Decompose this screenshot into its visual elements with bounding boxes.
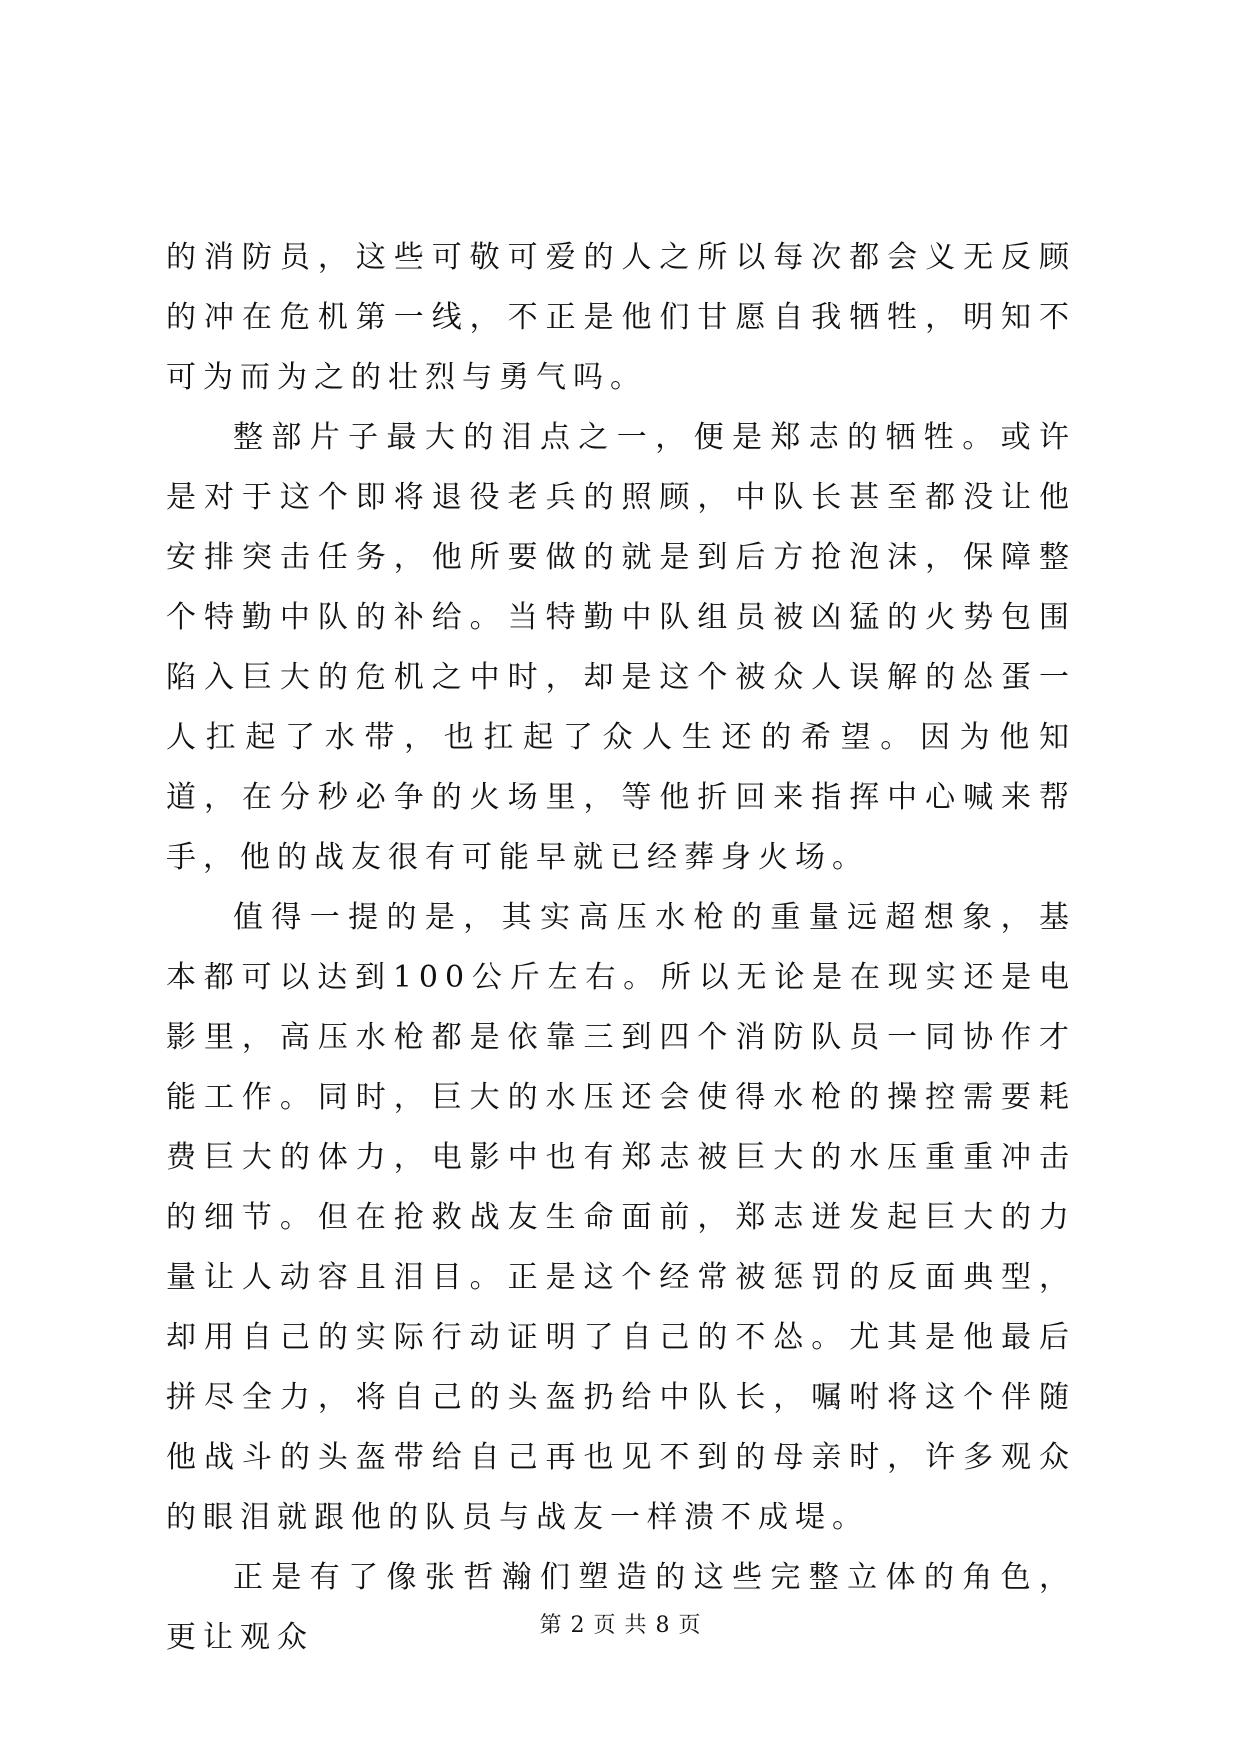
- paragraph-2: 整部片子最大的泪点之一，便是郑志的牺牲。或许是对于这个即将退役老兵的照顾，中队长甚至都没让他安排突击任务，他所要做的就是到后方抢泡沫，保障整个特勤中队的补给。当特勤中队组员被凶猛的火势包围陷入巨大的危机之中时，却是这个被众人误解的怂蛋一人扛起了水带，也扛起了众人生还的希望。因为他知道，在分秒必争的火场里，等他折回来指挥中心喊来帮手，他的战友很有可能早就已经葬身火场。: [166, 420, 1076, 875]
- paragraph-4: 正是有了像张哲瀚们塑造的这些完整立体的角色，更让观众: [166, 1560, 1076, 1655]
- paragraph-3: 值得一提的是，其实高压水枪的重量远超想象，基本都可以达到100公斤左右。所以无论是在现实还是电影里，高压水枪都是依靠三到四个消防队员一同协作才能工作。同时，巨大的水压还会使得水枪的操控需要耗费巨大的体力，电影中也有郑志被巨大的水压重重冲击的细节。但在抢救战友生命面前，郑志迸发起巨大的力量让人动容且泪目。正是这个经常被惩罚的反面典型，却用自己的实际行动证明了自己的不怂。尤其是他最后拼尽全力，将自己的头盔扔给中队长，嘱咐将这个伴随他战斗的头盔带给自己再也见不到的母亲时，许多观众的眼泪就跟他的队员与战友一样溃不成堤。: [166, 900, 1076, 1535]
- page-footer: 第 2 页 共 8 页: [539, 1613, 702, 1638]
- body-text: [166, 228, 1076, 1668]
- paragraph-1: 的消防员，这些可敬可爱的人之所以每次都会义无反顾的冲在危机第一线，不正是他们甘愿自我牺牲，明知不可为而为之的壮烈与勇气吗。: [166, 240, 1076, 395]
